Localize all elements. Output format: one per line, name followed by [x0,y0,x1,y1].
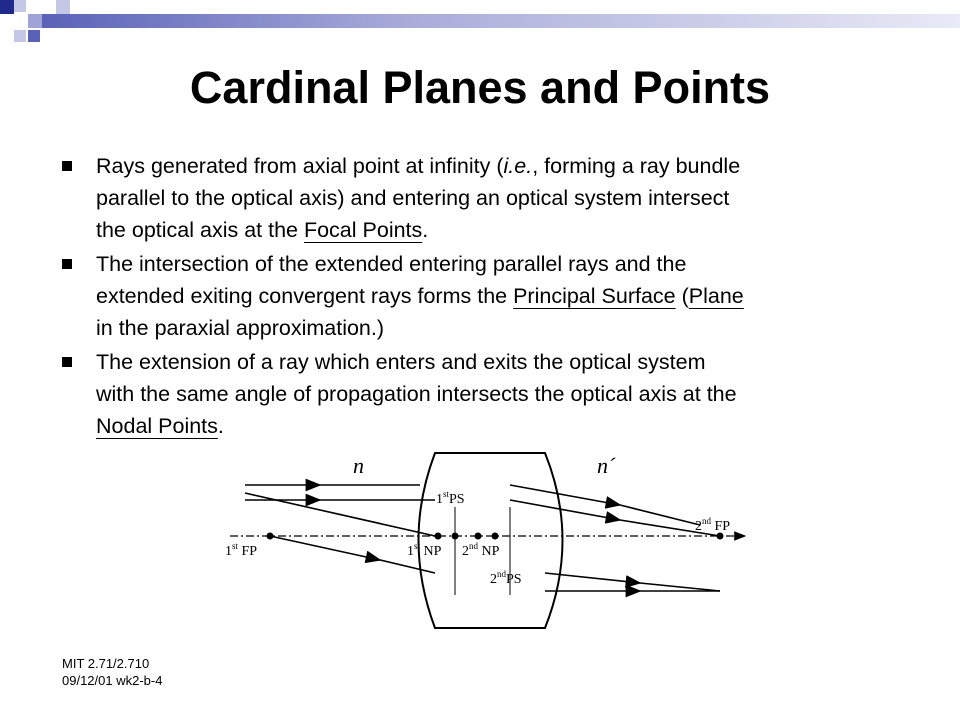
index-n-label: n [353,453,364,478]
principal-surface-term: Principal Surface [513,284,676,308]
nodal-points-term: Nodal Points [96,414,218,438]
bullet-line: with the same angle of propagation intersects the optical axis at the [96,382,737,406]
second-np-label: 2nd NP [462,541,500,559]
slide-footer [62,655,162,689]
bullet-line: extended exiting convergent rays forms the Principal Surface (Plane [96,284,744,308]
bullet-nodal-points [60,346,920,442]
bullet-focal-points [60,150,920,246]
bullet-line: in the paraxial approximation.) [96,316,385,340]
first-fp-label: 1st FP [225,541,258,559]
bullet-line: The extension of a ray which enters and exits the optical system [96,350,706,374]
bullet-line: Rays generated from axial point at infinity (i.e., forming a ray bundle [96,154,741,178]
slide-title: Cardinal Planes and Points [189,62,771,113]
bullet-line: Nodal Points. [96,414,224,438]
first-np-label: 1st NP [407,541,442,559]
outgoing-ray [510,500,620,520]
corner-square-light [14,0,26,12]
plane-term: Plane [688,284,744,308]
square-bullet-icon [62,259,72,269]
square-bullet-icon [62,357,72,367]
index-n-prime-label: n´ [597,453,616,478]
nodal-ray-in [380,560,435,573]
corner-square-blue [28,30,40,42]
second-fp-label: 2nd FP [695,516,731,534]
first-principal-point [452,533,459,540]
square-bullet-icon [62,161,72,171]
focal-points-term: Focal Points [303,218,423,242]
second-principal-point [475,533,482,540]
lens-outline [419,453,563,628]
header-gradient-bar [42,14,960,28]
bullet-list [60,150,920,444]
corner-square-small [14,30,26,42]
bullet-principal-surface [60,248,920,344]
bullet-line: The intersection of the extended entering parallel rays and the [96,252,687,276]
corner-square-right [56,0,70,14]
date-code: 09/12/01 wk2-b-4 [62,673,163,688]
outgoing-ray-upper [510,485,620,505]
corner-square-dark [0,0,14,14]
cardinal-points-diagram [220,445,760,635]
first-focal-point [267,533,274,540]
bullet-line: parallel to the optical axis) and entering an optical system intersect [96,186,730,210]
bullet-line: the optical axis at the Focal Points. [96,218,429,242]
nodal-ray-in [270,536,380,560]
first-ps-label: 1stPS [436,489,465,507]
nodal-ray-out [640,583,720,591]
first-nodal-point [435,533,442,540]
corner-square-mid [28,14,42,28]
second-ps-label: 2ndPS [490,569,522,587]
course-code: MIT 2.71/2.710 [62,656,150,671]
second-nodal-point [492,533,499,540]
